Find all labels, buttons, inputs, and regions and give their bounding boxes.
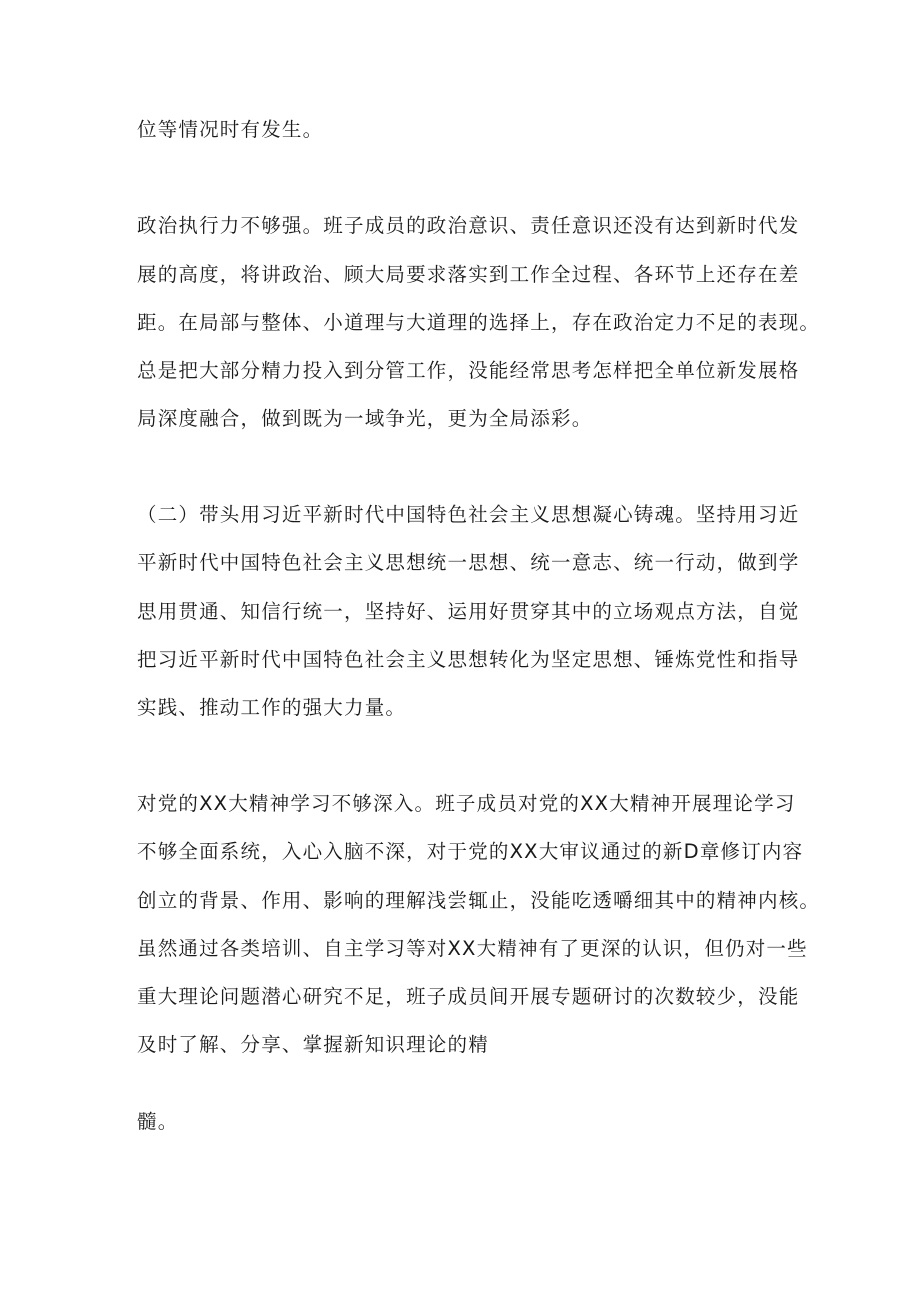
paragraph-1-line-1: 位等情况时有发生。: [137, 118, 324, 141]
paragraph-2-line-5: 局深度融合，做到既为一域争光，更为全局添彩。: [137, 407, 593, 430]
paragraph-4-line-2: 不够全面系统，入心入脑不深，对于党的XX大审议通过的新D章修订内容: [137, 840, 804, 863]
paragraph-3-line-1: （二）带头用习近平新时代中国特色社会主义思想凝心铸魂。坚持用习近: [137, 503, 800, 526]
paragraph-4-line-3: 创立的背景、作用、影响的理解浅尝辄止，没能吃透嚼细其中的精神内核。: [137, 889, 821, 912]
paragraph-2-line-1: 政治执行力不够强。班子成员的政治意识、责任意识还没有达到新时代发: [137, 214, 800, 237]
paragraph-3-line-2: 平新时代中国特色社会主义思想统一思想、统一意志、统一行动，做到学: [137, 551, 800, 574]
paragraph-2-line-2: 展的高度，将讲政治、顾大局要求落实到工作全过程、各环节上还存在差: [137, 263, 800, 286]
paragraph-4-line-6: 及时了解、分享、掌握新知识理论的精: [137, 1033, 489, 1056]
paragraph-3-line-4: 把习近平新时代中国特色社会主义思想转化为坚定思想、锤炼党性和指导: [137, 648, 800, 671]
paragraph-4-line-5: 重大理论问题潜心研究不足，班子成员间开展专题研讨的次数较少，没能: [137, 985, 800, 1008]
paragraph-4-line-4: 虽然通过各类培训、自主学习等对XX大精神有了更深的认识，但仍对一些: [137, 937, 808, 960]
paragraph-2-line-4: 总是把大部分精力投入到分管工作，没能经常思考怎样把全单位新发展格: [137, 359, 800, 382]
paragraph-5-line-1: 髓。: [137, 1110, 179, 1133]
paragraph-2-line-3: 距。在局部与整体、小道理与大道理的选择上，存在政治定力不足的表现。: [137, 311, 821, 334]
paragraph-4-line-1: 对党的XX大精神学习不够深入。班子成员对党的XX大精神开展理论学习: [137, 792, 796, 815]
paragraph-3-line-3: 思用贯通、知信行统一，坚持好、运用好贯穿其中的立场观点方法，自觉: [137, 600, 800, 623]
paragraph-3-line-5: 实践、推动工作的强大力量。: [137, 696, 407, 719]
